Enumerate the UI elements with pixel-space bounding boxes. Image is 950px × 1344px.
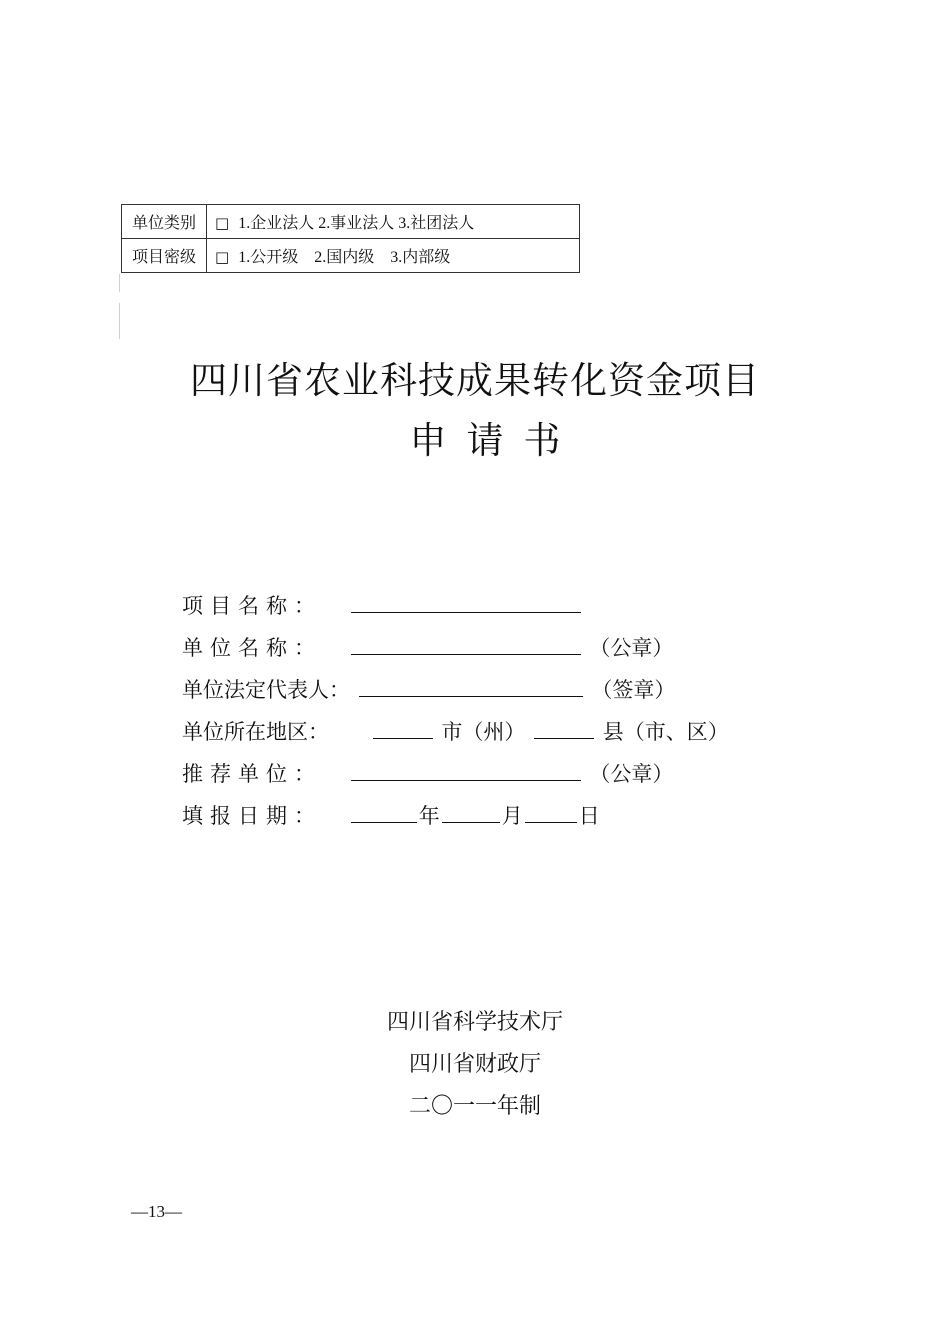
document-title: 四川省农业科技成果转化资金项目 (190, 359, 760, 402)
fill-date-day-field[interactable] (525, 798, 577, 823)
cover-form (182, 588, 782, 840)
fill-date-label: 填报日期： (182, 804, 322, 828)
project-name-field[interactable] (351, 588, 581, 613)
unit-type-options-cell (207, 205, 580, 239)
unit-name-field[interactable] (351, 630, 581, 655)
project-name-row (182, 588, 782, 630)
fill-date-year-unit: 年 (418, 804, 440, 828)
region-city-field[interactable] (373, 714, 433, 739)
legal-rep-field[interactable] (359, 672, 583, 697)
unit-name-seal-note: （公章） (589, 636, 674, 660)
region-row (182, 714, 782, 756)
unit-type-options: 1.企业法人 2.事业法人 3.社团法人 (238, 215, 475, 232)
recommender-row (182, 756, 782, 798)
page-number: —13— (131, 1202, 182, 1221)
margin-mark (119, 274, 120, 292)
region-county-field[interactable] (534, 714, 594, 739)
legal-rep-sign-note: （签章） (591, 678, 676, 702)
recommender-field[interactable] (351, 756, 581, 781)
document-subtitle: 申请书 (409, 419, 581, 462)
issuer-finance-dept: 四川省财政厅 (408, 1052, 541, 1077)
issuer-science-dept: 四川省科学技术厅 (386, 1010, 563, 1035)
fill-date-day-unit: 日 (578, 804, 600, 828)
unit-name-label: 单位名称： (182, 636, 322, 660)
classification-table (121, 204, 580, 273)
legal-rep-row (182, 672, 782, 714)
secret-level-label: 项目密级 (122, 239, 207, 273)
unit-type-row (122, 205, 580, 239)
unit-name-row (182, 630, 782, 672)
region-county-unit: 县（市、区） (602, 720, 729, 744)
margin-mark (119, 303, 120, 339)
recommender-seal-note: （公章） (589, 762, 674, 786)
secret-level-checkbox[interactable]: □ (215, 248, 230, 266)
project-name-label: 项目名称： (182, 594, 322, 618)
legal-rep-label: 单位法定代表人： (182, 678, 350, 702)
issue-year: 二〇一一年制 (408, 1094, 541, 1119)
recommender-label: 推荐单位： (182, 762, 322, 786)
unit-type-checkbox[interactable]: □ (215, 214, 230, 232)
secret-level-row (122, 239, 580, 273)
fill-date-month-field[interactable] (442, 798, 500, 823)
region-label: 单位所在地区： (182, 720, 329, 744)
fill-date-row (182, 798, 782, 840)
secret-level-options: 1.公开级 2.国内级 3.内部级 (238, 249, 451, 266)
region-city-unit: 市（州） (441, 720, 526, 744)
secret-level-options-cell (207, 239, 580, 273)
unit-type-label: 单位类别 (122, 205, 207, 239)
fill-date-month-unit: 月 (501, 804, 523, 828)
fill-date-year-field[interactable] (351, 798, 417, 823)
